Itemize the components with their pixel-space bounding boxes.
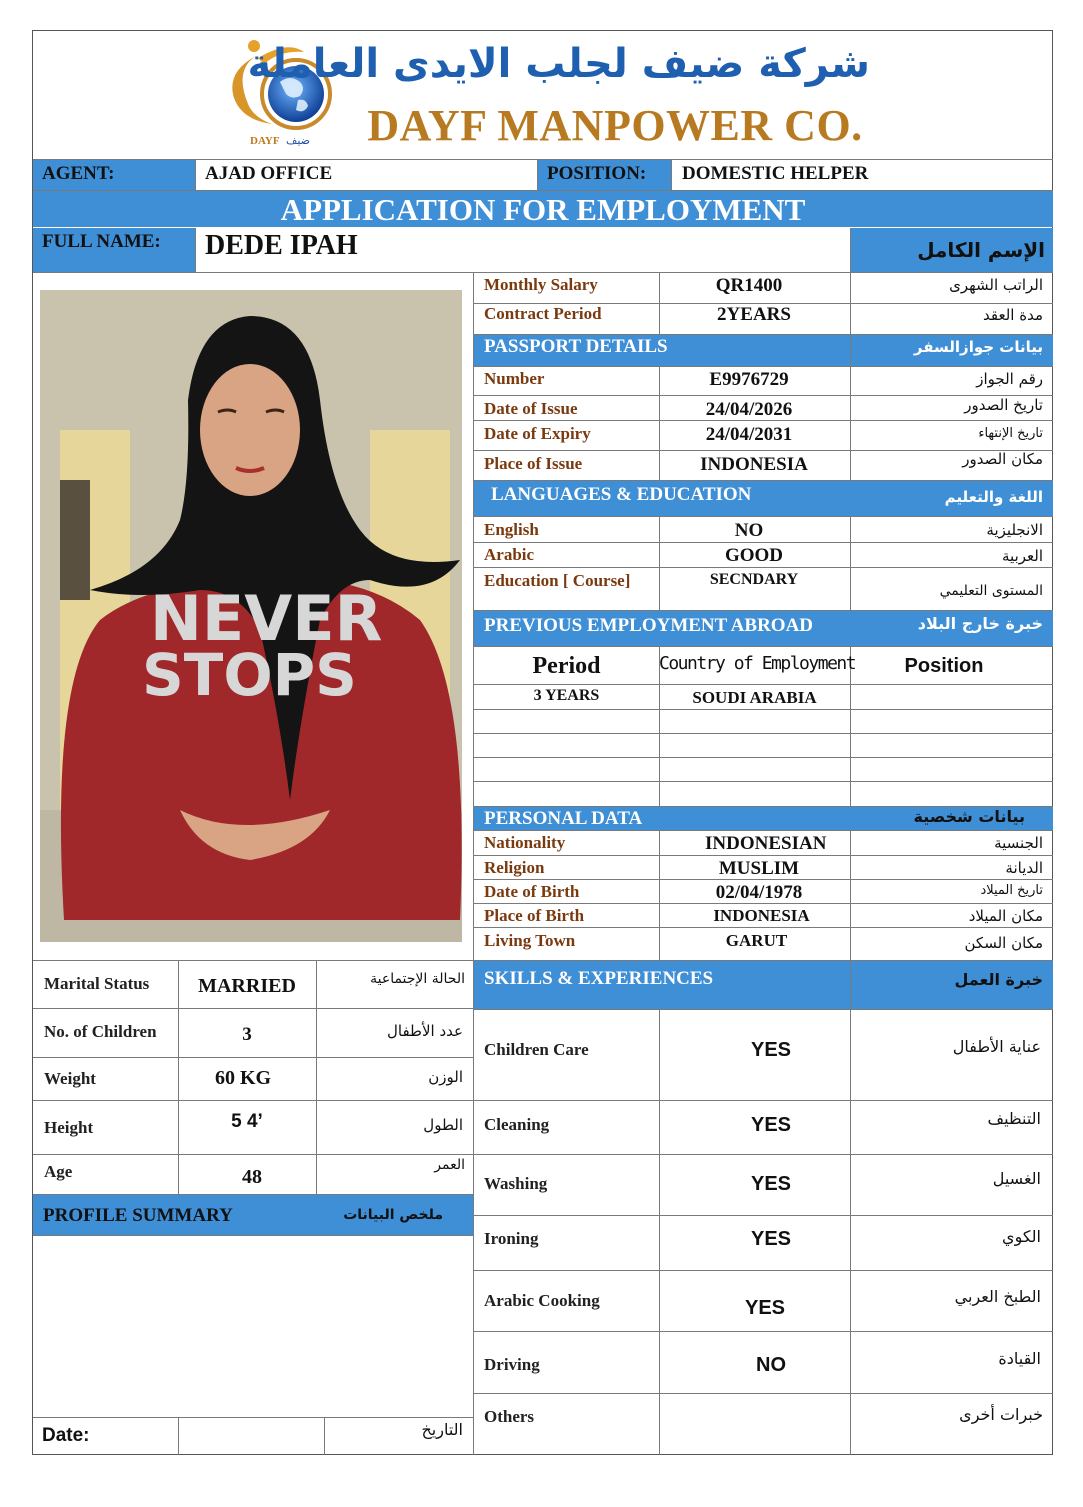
- place-of-issue-label: Place of Issue: [484, 454, 583, 473]
- applicant-portrait: [40, 290, 462, 942]
- height-ar: الطول: [423, 1116, 463, 1134]
- weight-ar: الوزن: [428, 1068, 463, 1086]
- company-name-arabic: شركة ضيف لجلب الايدى العاملة: [247, 41, 870, 87]
- col-country: Country of Employment: [659, 653, 856, 674]
- children-label: No. of Children: [44, 1022, 157, 1041]
- date-field[interactable]: [179, 1418, 324, 1454]
- skill-arabic-cooking-label: Arabic Cooking: [484, 1291, 600, 1310]
- previous-employment-ar: خبرة خارج البلاد: [917, 614, 1043, 633]
- skill-cleaning-value: YES: [750, 1114, 792, 1136]
- profile-summary-body[interactable]: [33, 1236, 473, 1417]
- date-ar: التاريخ: [421, 1420, 463, 1439]
- profile-summary-ar: ملخص البيانات: [343, 1207, 443, 1223]
- prev-row-country: SOUDI ARABIA: [692, 688, 817, 707]
- dob-value: 02/04/1978: [715, 882, 803, 903]
- nationality-value: INDONESIAN: [705, 833, 827, 854]
- place-of-issue-ar: مكان الصدور: [962, 450, 1043, 468]
- education-label: Education [ Course]: [484, 571, 631, 590]
- prev-row-period: 3 YEARS: [533, 687, 600, 704]
- skill-others-ar: خبرات أخرى: [959, 1405, 1043, 1424]
- place-of-birth-value: INDONESIA: [713, 906, 810, 925]
- marital-status-label: Marital Status: [44, 974, 150, 993]
- passport-number-label: Number: [484, 369, 545, 388]
- agent-label: AGENT:: [42, 163, 115, 184]
- skills-header-title: SKILLS & EXPERIENCES: [484, 968, 714, 989]
- passport-number-ar: رقم الجواز: [976, 370, 1043, 388]
- svg-text:NEVER: NEVER: [150, 582, 383, 655]
- previous-employment-title: PREVIOUS EMPLOYMENT ABROAD: [484, 615, 814, 636]
- education-ar: المستوى التعليمي: [939, 583, 1043, 599]
- age-value: 48: [242, 1166, 262, 1188]
- salary-label: Monthly Salary: [484, 275, 598, 294]
- religion-value: MUSLIM: [718, 858, 800, 879]
- skill-cleaning-ar: التنظيف: [987, 1109, 1041, 1128]
- date-of-issue-label: Date of Issue: [484, 399, 578, 418]
- living-town-value: GARUT: [725, 931, 788, 950]
- passport-header-title: PASSPORT DETAILS: [484, 336, 668, 357]
- contract-period-label-ar: مدة العقد: [983, 306, 1043, 324]
- skill-ironing-label: Ironing: [484, 1229, 539, 1248]
- applicant-photo: [40, 290, 462, 942]
- place-of-issue-value: INDONESIA: [700, 454, 808, 475]
- weight-label: Weight: [44, 1069, 96, 1088]
- dob-label: Date of Birth: [484, 882, 580, 901]
- skill-children-care-value: YES: [750, 1039, 792, 1061]
- skill-driving-value: NO: [756, 1354, 786, 1376]
- date-label: Date:: [42, 1425, 90, 1446]
- living-town-ar: مكان السكن: [964, 934, 1043, 952]
- place-of-birth-label: Place of Birth: [484, 906, 585, 925]
- place-of-birth-ar: مكان الميلاد: [968, 907, 1043, 925]
- personal-data-ar: بيانات شخصية: [913, 807, 1025, 826]
- height-label: Height: [44, 1118, 94, 1137]
- contract-period-label: Contract Period: [484, 304, 602, 323]
- nationality-label: Nationality: [484, 833, 566, 852]
- english-label: English: [484, 520, 539, 539]
- arabic-label: Arabic: [484, 545, 535, 564]
- salary-value: QR1400: [715, 275, 783, 296]
- profile-summary-title: PROFILE SUMMARY: [43, 1205, 233, 1226]
- company-name-english: DAYF MANPOWER CO.: [367, 101, 863, 150]
- passport-header-ar: بيانات جوازالسفر: [913, 338, 1043, 356]
- date-of-issue-ar: تاريخ الصدور: [964, 396, 1043, 414]
- education-value: SECNDARY: [709, 571, 799, 588]
- skill-ironing-ar: الكوي: [1002, 1227, 1041, 1246]
- svg-text:STOPS: STOPS: [142, 641, 357, 709]
- skill-washing-ar: الغسيل: [992, 1169, 1041, 1188]
- religion-ar: الديانة: [1005, 859, 1043, 877]
- skill-cleaning-label: Cleaning: [484, 1115, 550, 1134]
- fullname-value: DEDE IPAH: [205, 230, 358, 261]
- fullname-label-ar: الإسم الكامل: [917, 238, 1045, 262]
- date-of-issue-value: 24/04/2026: [705, 399, 793, 420]
- arabic-value: GOOD: [724, 545, 784, 566]
- passport-number-value: E9976729: [709, 369, 789, 390]
- date-of-expiry-label: Date of Expiry: [484, 424, 591, 443]
- agent-value: AJAD OFFICE: [205, 163, 333, 184]
- marital-status-ar: الحالة الإجتماعية: [370, 971, 465, 987]
- languages-header-ar: اللغة والتعليم: [944, 488, 1043, 506]
- age-ar: العمر: [434, 1157, 465, 1173]
- skills-header-ar: خبرة العمل: [954, 970, 1043, 989]
- skill-washing-label: Washing: [484, 1174, 548, 1193]
- english-value: NO: [734, 520, 764, 541]
- form-title: APPLICATION FOR EMPLOYMENT: [280, 192, 806, 227]
- personal-data-title: PERSONAL DATA: [484, 808, 643, 829]
- date-of-expiry-value: 24/04/2031: [705, 424, 793, 445]
- skill-children-care-ar: عناية الأطفال: [952, 1037, 1041, 1056]
- skill-arabic-cooking-value: YES: [744, 1297, 786, 1319]
- position-value: DOMESTIC HELPER: [682, 163, 869, 184]
- position-label: POSITION:: [547, 163, 647, 184]
- arabic-ar: العربية: [1002, 547, 1043, 565]
- dob-ar: تاريخ الميلاد: [980, 883, 1043, 898]
- skill-washing-value: YES: [750, 1173, 792, 1195]
- english-ar: الانجليزية: [986, 521, 1043, 539]
- religion-label: Religion: [484, 858, 545, 877]
- salary-label-ar: الراتب الشهرى: [949, 276, 1043, 294]
- skill-others-label: Others: [484, 1407, 535, 1426]
- contract-period-value: 2YEARS: [717, 304, 791, 325]
- weight-value: 60 KG: [214, 1067, 272, 1089]
- height-value: 5 4’: [231, 1111, 263, 1132]
- children-value: 3: [242, 1024, 252, 1045]
- skill-driving-ar: القيادة: [998, 1349, 1041, 1368]
- skill-arabic-cooking-ar: الطبخ العربي: [954, 1287, 1041, 1306]
- marital-status-value: MARRIED: [198, 975, 296, 997]
- skill-ironing-value: YES: [750, 1228, 792, 1250]
- skill-children-care-label: Children Care: [484, 1040, 589, 1059]
- skill-driving-label: Driving: [484, 1355, 540, 1374]
- living-town-label: Living Town: [484, 931, 576, 950]
- languages-header-title: LANGUAGES & EDUCATION: [491, 484, 752, 505]
- age-label: Age: [44, 1162, 73, 1181]
- fullname-label: FULL NAME:: [42, 231, 161, 252]
- children-ar: عدد الأطفال: [387, 1022, 463, 1040]
- date-of-expiry-ar: تاريخ الإنتهاء: [978, 426, 1043, 441]
- col-position: Position: [904, 655, 984, 677]
- svg-text:DAYF: DAYF: [250, 135, 280, 147]
- svg-text:ضيف: ضيف: [285, 134, 310, 147]
- col-period: Period: [532, 653, 601, 679]
- nationality-ar: الجنسية: [994, 834, 1043, 852]
